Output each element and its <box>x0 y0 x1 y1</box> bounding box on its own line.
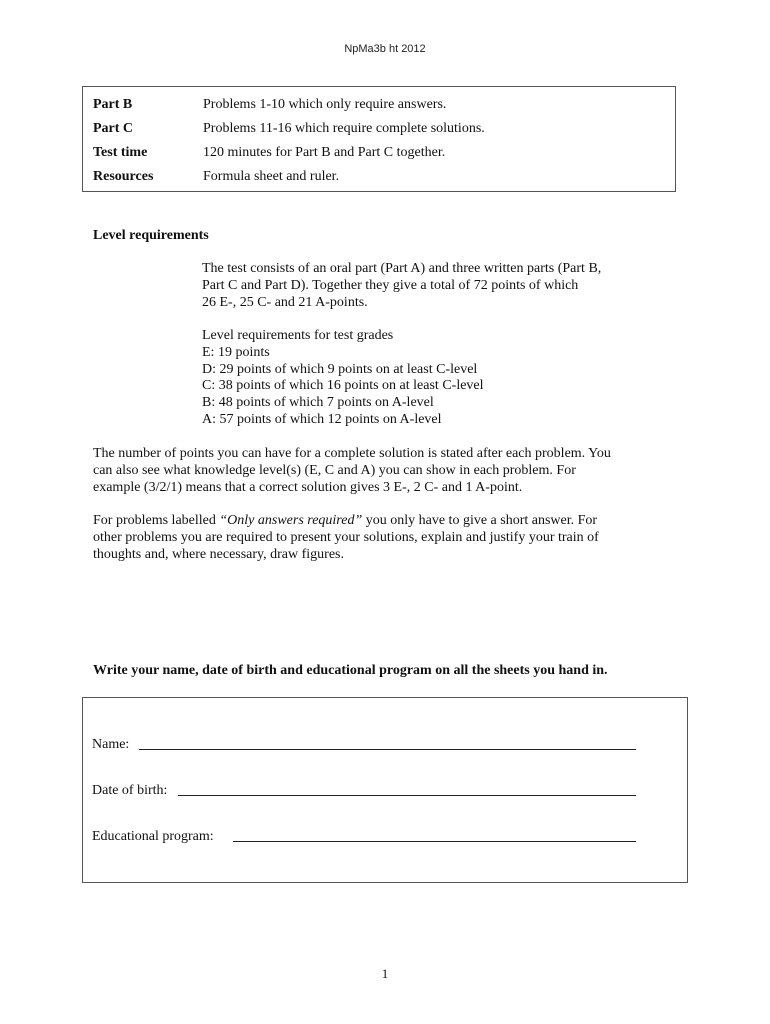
info-desc: Problems 11-16 which require complete solutions. <box>203 121 485 136</box>
grade-line-b: B: 48 points of which 7 points on A-level <box>202 395 434 411</box>
answers-paragraph <box>93 512 683 563</box>
grade-requirements <box>202 328 672 429</box>
info-desc: 120 minutes for Part B and Part C together. <box>203 145 446 160</box>
info-desc: Formula sheet and ruler. <box>203 169 340 184</box>
program-label: Educational program: <box>92 829 214 844</box>
text-fragment: For problems labelled <box>93 513 220 528</box>
text-line: Part C and Part D). Together they give a total of 72 points of which <box>202 277 579 293</box>
info-term: Resources <box>93 169 154 184</box>
name-field[interactable] <box>139 749 636 750</box>
text-line: 26 E-, 25 C- and 21 A-points. <box>202 294 368 310</box>
page-number: 1 <box>381 966 389 981</box>
dob-field[interactable] <box>178 795 636 796</box>
name-label: Name: <box>92 737 130 752</box>
instruction-heading: Write your name, date of birth and educational program on all the sheets you hand in. <box>93 663 608 678</box>
text-line: thoughts and, where necessary, draw figures. <box>93 547 345 562</box>
text-fragment: you only have to give a short answer. For <box>362 513 598 528</box>
grades-heading: Level requirements for test grades <box>202 328 394 343</box>
info-term: Test time <box>93 145 148 160</box>
page-header: NpMa3b ht 2012 <box>344 43 426 55</box>
grade-line-e: E: 19 points <box>202 344 270 360</box>
program-field[interactable] <box>233 841 636 842</box>
grade-line-a: A: 57 points of which 12 points on A-level <box>202 411 442 427</box>
grade-line-d: D: 29 points of which 9 points on at least C-level <box>202 361 478 377</box>
text-line: example (3/2/1) means that a correct solution gives 3 E-, 2 C- and 1 A-point. <box>93 480 523 495</box>
text-line: The number of points you can have for a complete solution is stated after each problem. You <box>93 446 611 461</box>
grade-line-c: C: 38 points of which 16 points on at least C-level <box>202 378 484 394</box>
text-line <box>93 512 683 529</box>
text-line: can also see what knowledge level(s) (E, C and A) you can show in each problem. For <box>93 463 576 478</box>
info-term: Part C <box>93 121 134 136</box>
test-description <box>202 261 672 311</box>
info-desc: Problems 1-10 which only require answers. <box>203 97 447 112</box>
test-info-box <box>82 86 676 192</box>
text-line: other problems you are required to present your solutions, explain and justify your train of <box>93 530 599 545</box>
points-paragraph <box>93 445 683 496</box>
dob-label: Date of birth: <box>92 783 168 798</box>
student-info-form <box>82 697 688 883</box>
level-requirements-heading: Level requirements <box>93 228 209 243</box>
text-line: The test consists of an oral part (Part A) and three written parts (Part B, <box>202 261 602 276</box>
info-term: Part B <box>93 97 133 112</box>
emphasis-text: “Only answers required” <box>219 513 363 528</box>
